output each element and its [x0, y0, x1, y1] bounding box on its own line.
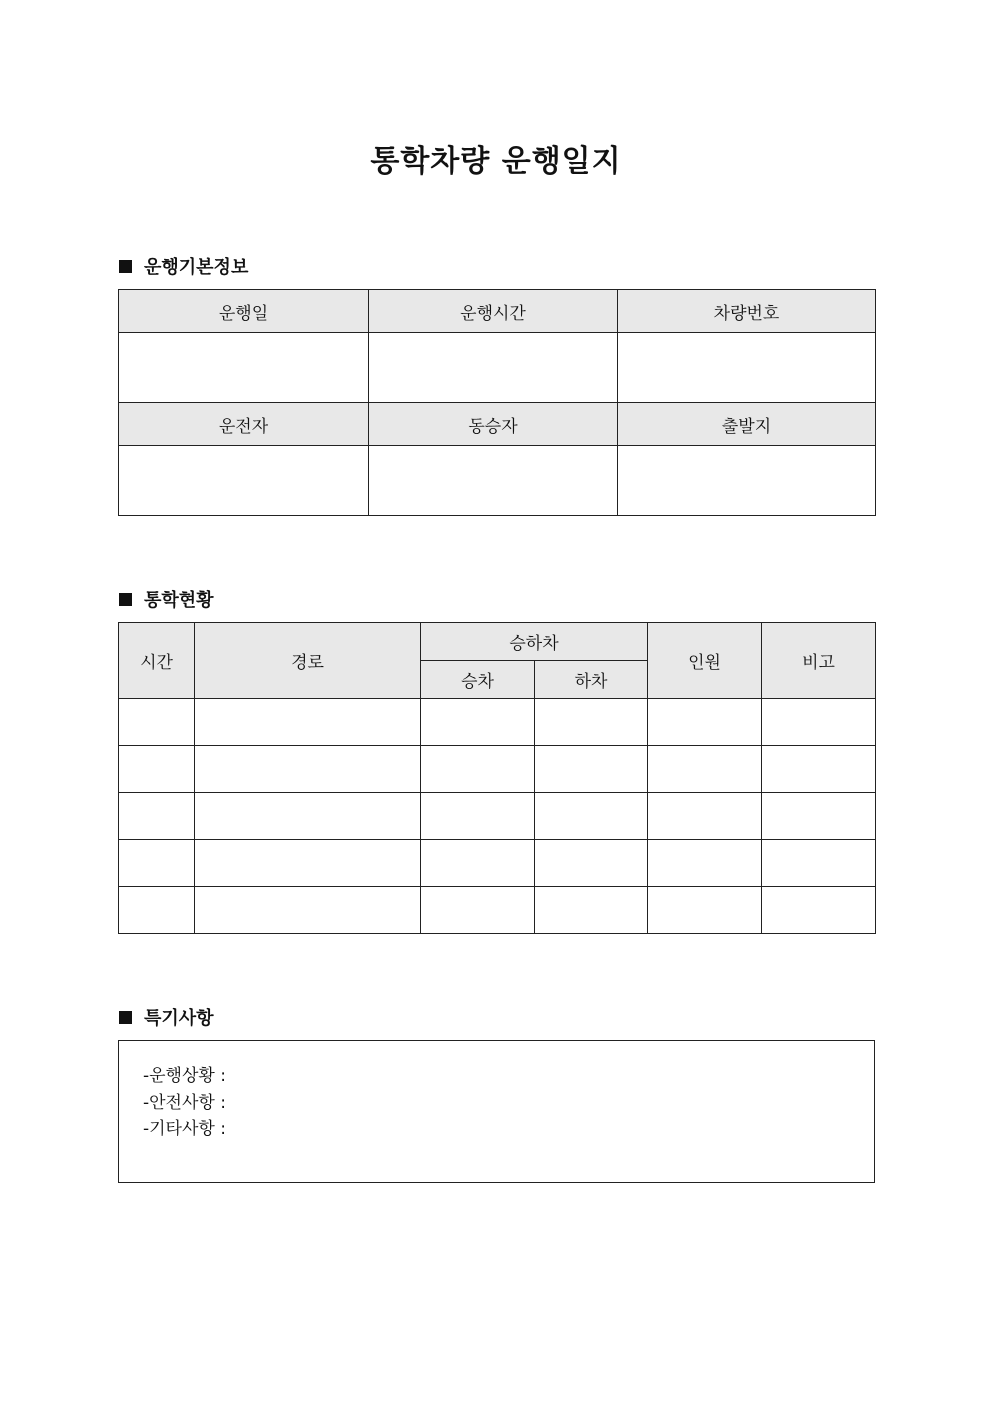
route-cell[interactable]	[195, 699, 421, 746]
route-cell[interactable]	[195, 746, 421, 793]
remarks-cell[interactable]	[762, 887, 876, 934]
table-row	[119, 887, 876, 934]
header-vehicle-number: 차량번호	[618, 290, 876, 333]
page-title: 통학차량 운행일지	[370, 144, 622, 179]
header-count: 인원	[648, 623, 762, 699]
remarks-cell[interactable]	[762, 699, 876, 746]
time-cell[interactable]	[119, 746, 195, 793]
section-heading-label: 운행기본정보	[144, 257, 249, 278]
header-driver: 운전자	[119, 403, 369, 446]
table-row	[119, 699, 876, 746]
remarks-cell[interactable]	[762, 793, 876, 840]
route-cell[interactable]	[195, 793, 421, 840]
special-notes-box[interactable]	[118, 1040, 875, 1183]
section-heading-basic-info	[119, 253, 248, 279]
header-route: 경로	[195, 623, 421, 699]
route-cell[interactable]	[195, 887, 421, 934]
section-heading-label: 통학현황	[144, 590, 214, 611]
basic-info-table	[118, 289, 876, 516]
operation-time-cell[interactable]	[369, 333, 618, 403]
note-safety: -안전사항 :	[143, 1093, 226, 1113]
table-row	[119, 793, 876, 840]
alight-cell[interactable]	[535, 840, 648, 887]
board-cell[interactable]	[421, 840, 535, 887]
time-cell[interactable]	[119, 793, 195, 840]
time-cell[interactable]	[119, 887, 195, 934]
attendant-cell[interactable]	[369, 446, 618, 516]
note-other: -기타사항 :	[143, 1119, 226, 1139]
route-cell[interactable]	[195, 840, 421, 887]
remarks-cell[interactable]	[762, 840, 876, 887]
alight-cell[interactable]	[535, 699, 648, 746]
square-bullet-icon	[119, 1011, 132, 1024]
alight-cell[interactable]	[535, 793, 648, 840]
remarks-cell[interactable]	[762, 746, 876, 793]
section-heading-commute-status	[119, 586, 214, 612]
table-input-row	[119, 333, 876, 403]
square-bullet-icon	[119, 593, 132, 606]
board-cell[interactable]	[421, 746, 535, 793]
count-cell[interactable]	[648, 840, 762, 887]
header-attendant: 동승자	[369, 403, 618, 446]
header-alight: 하차	[535, 661, 648, 699]
table-header-row	[119, 290, 876, 333]
commute-status-table	[118, 622, 876, 934]
note-operation-status: -운행상황 :	[143, 1066, 226, 1086]
time-cell[interactable]	[119, 840, 195, 887]
count-cell[interactable]	[648, 887, 762, 934]
alight-cell[interactable]	[535, 887, 648, 934]
header-departure: 출발지	[618, 403, 876, 446]
board-cell[interactable]	[421, 887, 535, 934]
count-cell[interactable]	[648, 793, 762, 840]
table-input-row	[119, 446, 876, 516]
header-operation-time: 운행시간	[369, 290, 618, 333]
header-time: 시간	[119, 623, 195, 699]
alight-cell[interactable]	[535, 746, 648, 793]
board-cell[interactable]	[421, 699, 535, 746]
table-row	[119, 840, 876, 887]
table-header-row	[119, 623, 876, 661]
driver-cell[interactable]	[119, 446, 369, 516]
departure-cell[interactable]	[618, 446, 876, 516]
square-bullet-icon	[119, 260, 132, 273]
header-boarding: 승하차	[421, 623, 648, 661]
section-heading-label: 특기사항	[144, 1008, 214, 1029]
section-heading-special-notes	[119, 1004, 214, 1030]
vehicle-number-cell[interactable]	[618, 333, 876, 403]
header-operation-date: 운행일	[119, 290, 369, 333]
table-row	[119, 746, 876, 793]
count-cell[interactable]	[648, 699, 762, 746]
board-cell[interactable]	[421, 793, 535, 840]
table-header-row	[119, 403, 876, 446]
operation-date-cell[interactable]	[119, 333, 369, 403]
header-remarks: 비고	[762, 623, 876, 699]
time-cell[interactable]	[119, 699, 195, 746]
header-board: 승차	[421, 661, 535, 699]
count-cell[interactable]	[648, 746, 762, 793]
